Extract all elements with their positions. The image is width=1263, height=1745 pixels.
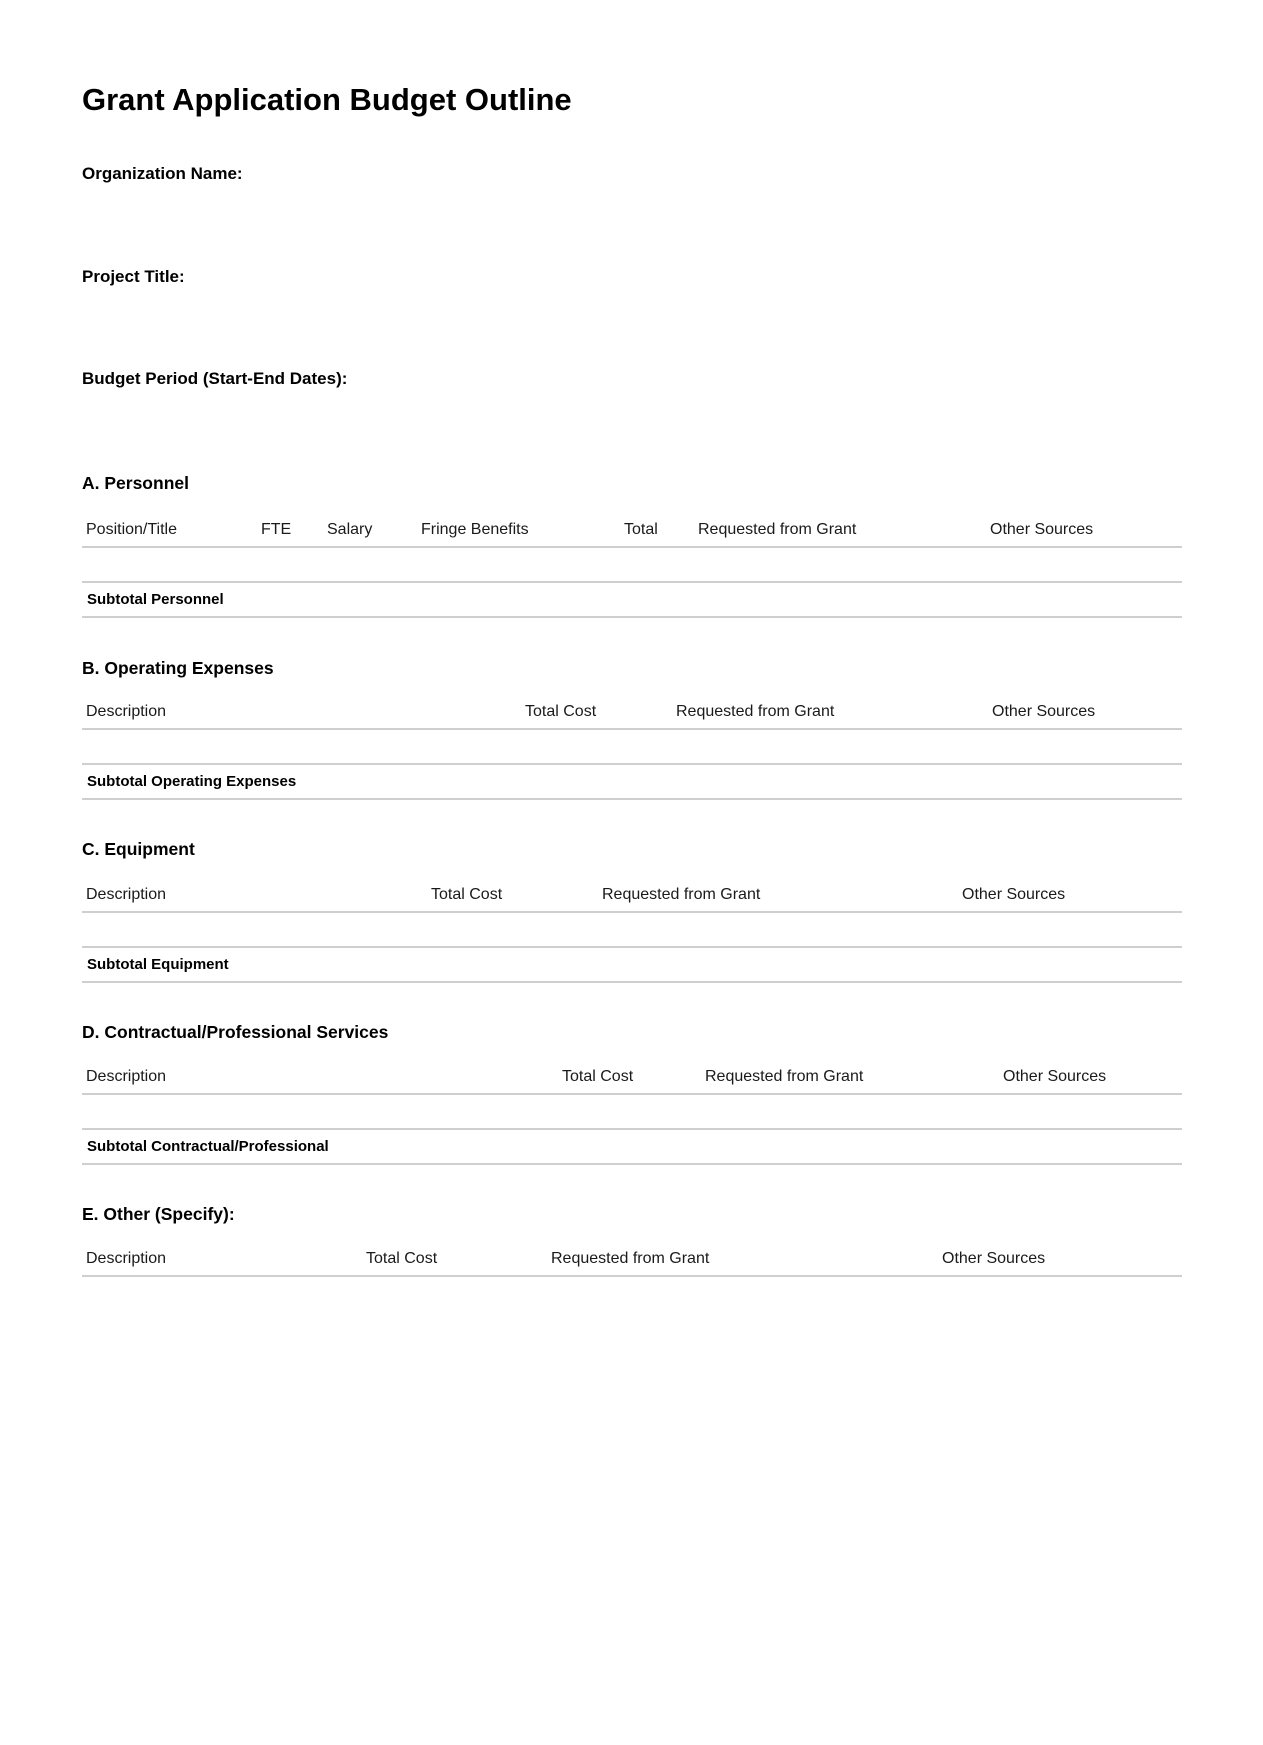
cell-requested-from-grant[interactable] xyxy=(672,729,988,764)
budget-period-field[interactable] xyxy=(82,395,1182,435)
cell-description[interactable] xyxy=(82,912,427,947)
budget-period-label: Budget Period (Start-End Dates): xyxy=(82,369,348,388)
operating-expenses-table xyxy=(82,695,1182,800)
section-heading-equipment: C. Equipment xyxy=(82,839,195,859)
column-header-requested-from-grant: Requested from Grant xyxy=(694,513,986,547)
section-heading-other: E. Other (Specify): xyxy=(82,1204,235,1224)
table-row xyxy=(82,1094,1182,1129)
cell-other-sources[interactable] xyxy=(986,547,1182,582)
column-header-other-sources: Other Sources xyxy=(986,513,1182,547)
column-header-description: Description xyxy=(82,695,521,729)
column-header-description: Description xyxy=(82,1242,362,1276)
cell-position-title[interactable] xyxy=(82,547,257,582)
cell-other-sources[interactable] xyxy=(999,1094,1182,1129)
equipment-table xyxy=(82,878,1182,983)
table-row xyxy=(82,912,1182,947)
subtotal-row xyxy=(82,1129,1182,1164)
table-header-row xyxy=(82,695,1182,729)
section-personnel xyxy=(82,473,1182,608)
project-title-field[interactable] xyxy=(82,293,1182,333)
column-header-total-cost: Total Cost xyxy=(427,878,598,912)
contractual-professional-table xyxy=(82,1060,1182,1165)
cell-requested-from-grant[interactable] xyxy=(694,547,986,582)
cell-total-cost[interactable] xyxy=(427,912,598,947)
subtotal-equipment-label: Subtotal Equipment xyxy=(82,947,1182,982)
cell-description[interactable] xyxy=(82,729,521,764)
cell-total-cost[interactable] xyxy=(521,729,672,764)
column-header-total-cost: Total Cost xyxy=(521,695,672,729)
organization-name-label: Organization Name: xyxy=(82,164,243,183)
table-header-row xyxy=(82,878,1182,912)
column-header-requested-from-grant: Requested from Grant xyxy=(547,1242,938,1276)
section-equipment xyxy=(82,839,1182,973)
column-header-total-cost: Total Cost xyxy=(558,1060,701,1094)
cell-description[interactable] xyxy=(82,1094,558,1129)
column-header-total-cost: Total Cost xyxy=(362,1242,547,1276)
section-heading-operating-expenses: B. Operating Expenses xyxy=(82,658,274,678)
column-header-fte: FTE xyxy=(257,513,323,547)
column-header-other-sources: Other Sources xyxy=(938,1242,1182,1276)
cell-requested-from-grant[interactable] xyxy=(701,1094,999,1129)
table-header-row xyxy=(82,513,1182,547)
subtotal-row xyxy=(82,764,1182,799)
subtotal-row xyxy=(82,582,1182,617)
subtotal-row xyxy=(82,947,1182,982)
organization-name-field[interactable] xyxy=(82,190,1182,230)
cell-other-sources[interactable] xyxy=(958,912,1182,947)
column-header-other-sources: Other Sources xyxy=(999,1060,1182,1094)
column-header-total: Total xyxy=(620,513,694,547)
cell-fte[interactable] xyxy=(257,547,323,582)
cell-salary[interactable] xyxy=(323,547,417,582)
column-header-fringe-benefits: Fringe Benefits xyxy=(417,513,620,547)
section-heading-contractual-professional: D. Contractual/Professional Services xyxy=(82,1022,389,1042)
subtotal-personnel-label: Subtotal Personnel xyxy=(82,582,1182,617)
personnel-table xyxy=(82,513,1182,618)
column-header-description: Description xyxy=(82,1060,558,1094)
table-row xyxy=(82,729,1182,764)
section-other xyxy=(82,1204,1182,1267)
page-title: Grant Application Budget Outline xyxy=(82,82,572,117)
other-table xyxy=(82,1242,1182,1277)
cell-total-cost[interactable] xyxy=(558,1094,701,1129)
table-header-row xyxy=(82,1242,1182,1276)
cell-total[interactable] xyxy=(620,547,694,582)
subtotal-operating-expenses-label: Subtotal Operating Expenses xyxy=(82,764,1182,799)
column-header-requested-from-grant: Requested from Grant xyxy=(672,695,988,729)
cell-other-sources[interactable] xyxy=(988,729,1182,764)
table-header-row xyxy=(82,1060,1182,1094)
section-operating-expenses xyxy=(82,658,1182,790)
column-header-other-sources: Other Sources xyxy=(988,695,1182,729)
column-header-requested-from-grant: Requested from Grant xyxy=(598,878,958,912)
subtotal-contractual-professional-label: Subtotal Contractual/Professional xyxy=(82,1129,1182,1164)
cell-requested-from-grant[interactable] xyxy=(598,912,958,947)
column-header-position-title: Position/Title xyxy=(82,513,257,547)
section-contractual-professional xyxy=(82,1022,1182,1155)
project-title-label: Project Title: xyxy=(82,267,185,286)
column-header-other-sources: Other Sources xyxy=(958,878,1182,912)
column-header-requested-from-grant: Requested from Grant xyxy=(701,1060,999,1094)
section-heading-personnel: A. Personnel xyxy=(82,473,189,493)
table-row xyxy=(82,547,1182,582)
cell-fringe-benefits[interactable] xyxy=(417,547,620,582)
column-header-salary: Salary xyxy=(323,513,417,547)
column-header-description: Description xyxy=(82,878,427,912)
